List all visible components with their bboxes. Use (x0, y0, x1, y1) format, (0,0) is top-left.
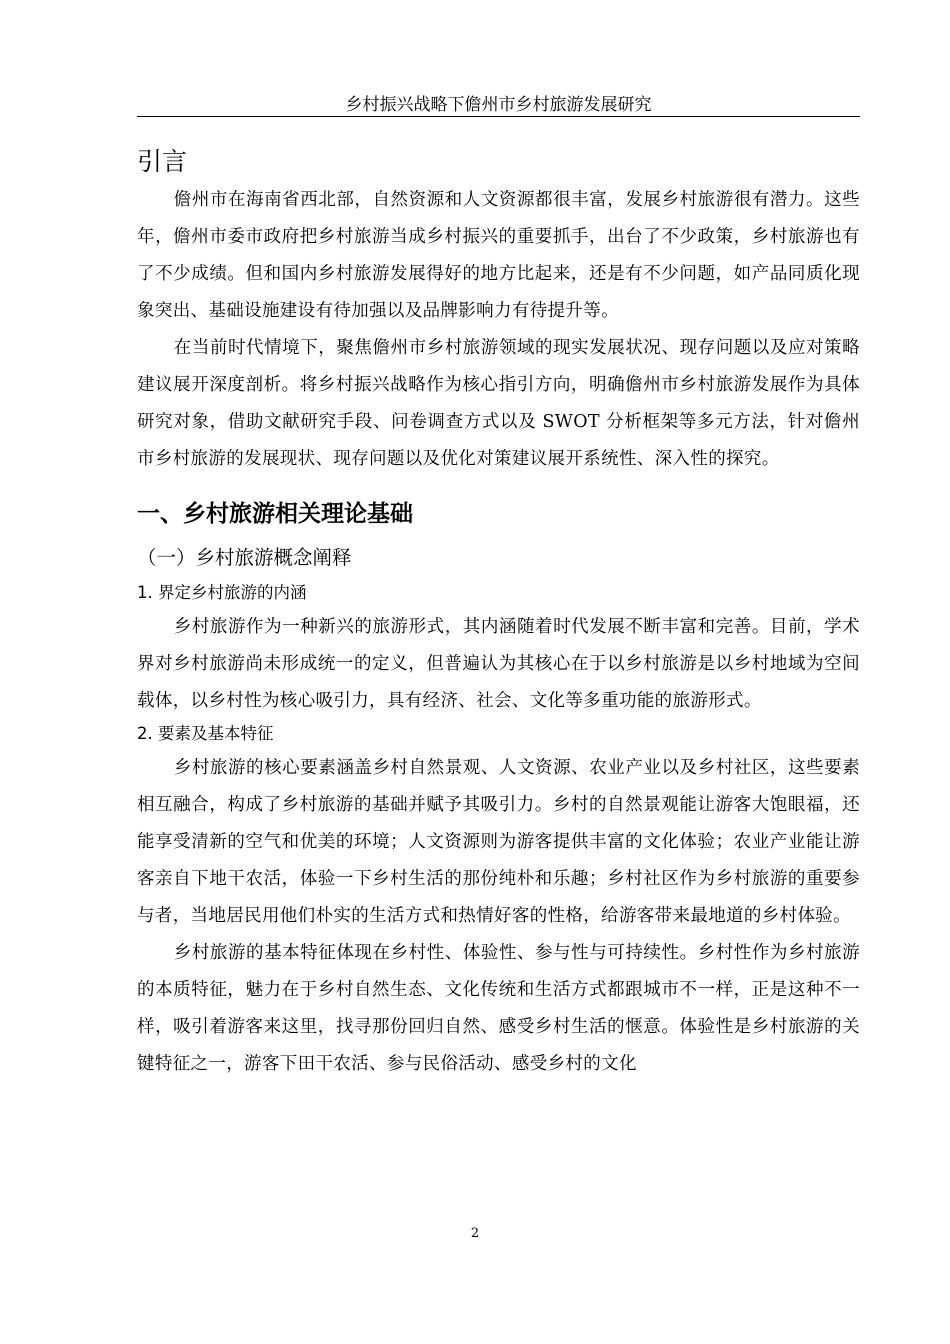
page-number: 2 (470, 1226, 480, 1241)
intro-paragraph-1: 儋州市在海南省西北部，自然资源和人文资源都很丰富，发展乡村旅游很有潜力。这些年，儋州市委市政府把乡村旅游当成乡村振兴的重要抓手，出台了不少政策，乡村旅游也有了不少成绩。但和国内乡村旅游发展得好的地方比起来，还是有不少问题，如产品同质化现象突出、基础设施建设有待加强以及品牌影响力有待提升等。 (137, 190, 860, 321)
intro-heading: 引言 (137, 147, 188, 176)
running-header: 乡村振兴战略下儋州市乡村旅游发展研究 (345, 95, 652, 115)
header-rule (137, 116, 860, 117)
page-body (137, 142, 860, 1083)
subsection-2-heading: 2. 要素及基本特征 (137, 724, 274, 743)
subsection-1-paragraph: 乡村旅游作为一种新兴的旅游形式，其内涵随着时代发展不断丰富和完善。目前，学术界对乡村旅游尚未形成统一的定义，但普遍认为其核心在于以乡村旅游是以乡村地域为空间载体，以乡村性为核心吸引力，具有经济、社会、文化等多重功能的旅游形式。 (137, 617, 860, 711)
intro-paragraph-2: 在当前时代情境下，聚焦儋州市乡村旅游领域的现实发展状况、现存问题以及应对策略建议展开深度剖析。将乡村振兴战略作为核心指引方向，明确儋州市乡村旅游发展作为具体研究对象，借助文献研究手段、问卷调查方式以及 SWOT 分析框架等多元方法，针对儋州市乡村旅游的发展现状、现存问题以及优化对策建议展开系统性、深入性的探究。 (137, 338, 860, 469)
section-1-heading: （一）乡村旅游概念阐释 (137, 546, 352, 569)
subsection-2-paragraph-2: 乡村旅游的基本特征体现在乡村性、体验性、参与性与可持续性。乡村性作为乡村旅游的本质特征，魅力在于乡村自然生态、文化传统和生活方式都跟城市不一样，正是这种不一样，吸引着游客来这里，找寻那份回归自然、感受乡村生活的惬意。体验性是乡村旅游的关键特征之一，游客下田干农活、参与民俗活动、感受乡村的文化 (137, 943, 860, 1074)
chapter-1-heading: 一、乡村旅游相关理论基础 (137, 501, 413, 527)
subsection-1-heading: 1. 界定乡村旅游的内涵 (137, 583, 307, 602)
subsection-2-paragraph-1: 乡村旅游的核心要素涵盖乡村自然景观、人文资源、农业产业以及乡村社区，这些要素相互融合，构成了乡村旅游的基础并赋予其吸引力。乡村的自然景观能让游客大饱眼福，还能享受清新的空气和优美的环境；人文资源则为游客提供丰富的文化体验；农业产业能让游客亲自下地干农活，体验一下乡村生活的那份纯朴和乐趣；乡村社区作为乡村旅游的重要参与者，当地居民用他们朴实的生活方式和热情好客的性格，给游客带来最地道的乡村体验。 (137, 758, 860, 926)
